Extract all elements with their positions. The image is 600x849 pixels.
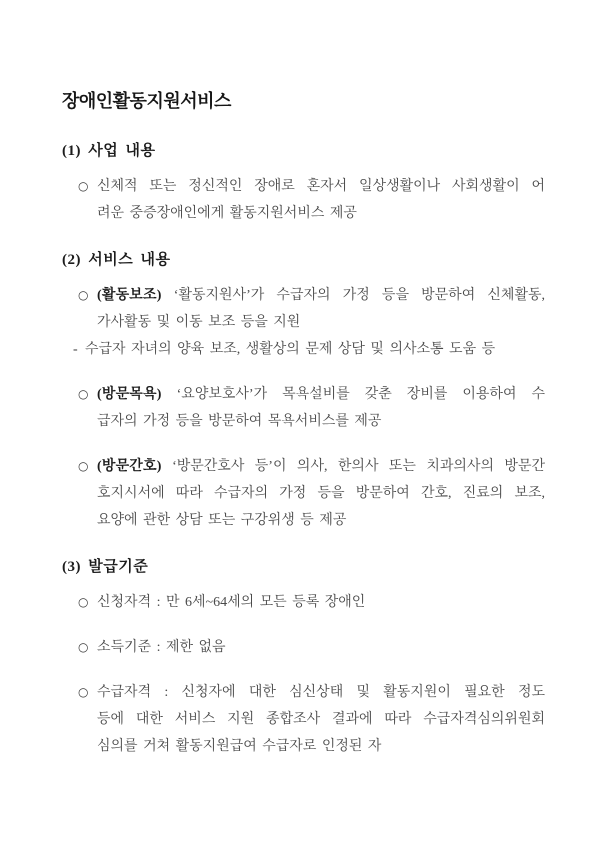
item-text <box>85 336 545 363</box>
list-item <box>62 589 545 616</box>
item-text <box>97 282 545 336</box>
list-item <box>62 381 545 435</box>
text-line: 등에 대한 서비스 지원 종합조사 결과에 따라 수급자격심의위원회 <box>97 712 545 727</box>
section-2 <box>62 247 545 534</box>
list-item <box>62 453 545 534</box>
item-text <box>97 381 545 435</box>
circle-bullet-marker: ○ <box>78 179 89 193</box>
text-line <box>97 282 545 309</box>
item-text <box>97 679 545 760</box>
text-line: 수급자 자녀의 양육 보조, 생활상의 문제 상담 및 의사소통 도움 등 <box>85 342 496 357</box>
document-title: 장애인활동지원서비스 <box>62 91 231 111</box>
list-item <box>62 282 545 336</box>
document-body <box>62 138 545 760</box>
text-line: 호지시서에 따라 수급자의 가정 등을 방문하여 간호, 진료의 보조, <box>97 486 545 501</box>
circle-bullet-marker: ○ <box>78 685 89 699</box>
text-line: 신체적 또는 정신적인 장애로 혼자서 일상생활이나 사회생활이 어 <box>97 179 545 194</box>
list-item <box>62 679 545 760</box>
list-item <box>62 173 545 227</box>
item-text <box>97 589 545 616</box>
item-text <box>97 453 545 534</box>
line-text: ‘활동지원사’가 수급자의 가정 등을 방문하여 신체활동, <box>173 288 545 303</box>
circle-bullet-marker: ○ <box>78 288 89 302</box>
text-line: 심의를 거쳐 활동지원급여 수급자로 인정된 자 <box>97 739 382 754</box>
sub-list-item <box>62 336 545 363</box>
circle-bullet-marker: ○ <box>78 595 89 609</box>
text-line: 신청자격 : 만 6세~64세의 모든 등록 장애인 <box>97 595 366 610</box>
text-line: 요양에 관한 상담 또는 구강위생 등 제공 <box>97 513 347 528</box>
section-heading: (2) 서비스 내용 <box>62 252 171 268</box>
text-line: 려운 중증장애인에게 활동지원서비스 제공 <box>97 206 357 221</box>
section-1 <box>62 138 545 227</box>
text-line: 급자의 가정 등을 방문하여 목욕서비스를 제공 <box>97 414 382 429</box>
text-line: 소득기준 : 제한 없음 <box>97 640 226 655</box>
bold-prefix: (방문목욕) <box>97 387 162 402</box>
list-item <box>62 634 545 661</box>
text-line <box>97 381 545 408</box>
text-line <box>97 453 545 480</box>
bold-prefix: (방문간호) <box>97 459 162 474</box>
circle-bullet-marker: ○ <box>78 640 89 654</box>
line-text: ‘방문간호사 등’이 의사, 한의사 또는 치과의사의 방문간 <box>172 459 545 474</box>
circle-bullet-marker: ○ <box>78 387 89 401</box>
item-text <box>97 173 545 227</box>
bold-prefix: (활동보조) <box>97 288 162 303</box>
text-line: 가사활동 및 이동 보조 등을 지원 <box>97 315 301 330</box>
section-heading: (3) 발급기준 <box>62 559 149 575</box>
item-text <box>97 634 545 661</box>
line-text: ‘요양보호사’가 목욕설비를 갖춘 장비를 이용하여 수 <box>176 387 546 402</box>
dash-marker: - <box>73 342 78 357</box>
section-3 <box>62 554 545 760</box>
section-heading: (1) 사업 내용 <box>62 143 156 159</box>
circle-bullet-marker: ○ <box>78 459 89 473</box>
text-line: 수급자격 : 신청자에 대한 심신상태 및 활동지원이 필요한 정도 <box>97 685 545 700</box>
